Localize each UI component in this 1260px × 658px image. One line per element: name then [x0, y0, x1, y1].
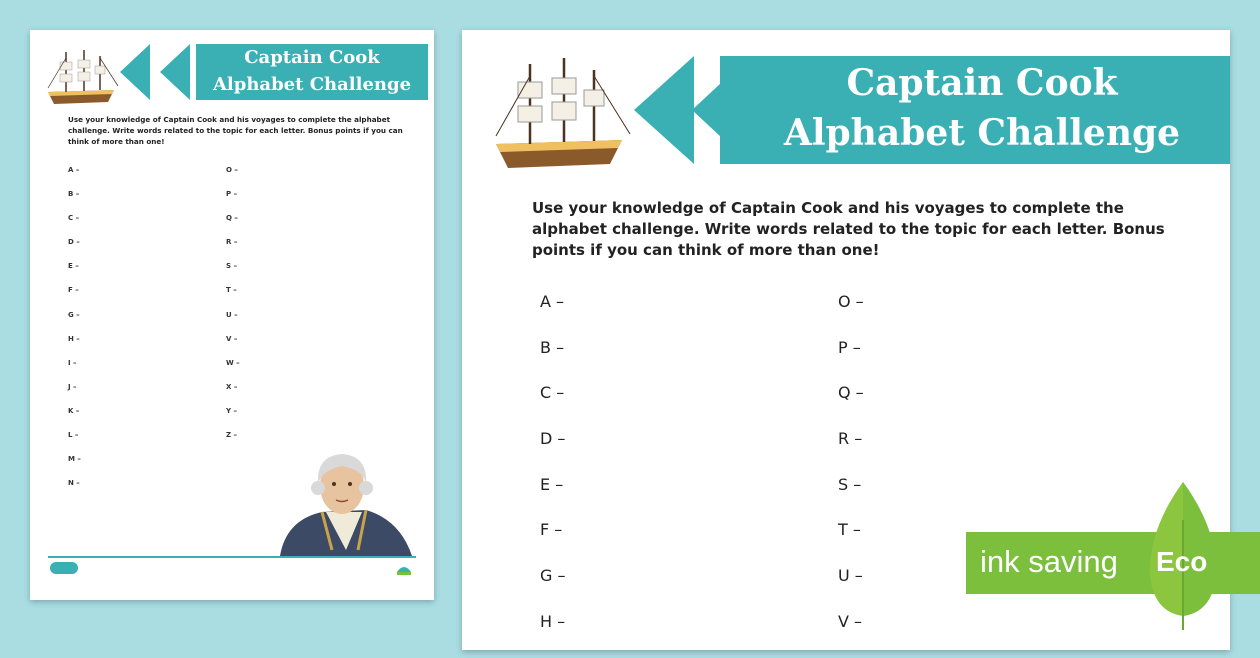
letter-line: Y –	[226, 406, 238, 415]
ship-icon	[490, 56, 632, 174]
letter-line: A –	[540, 292, 565, 311]
eco-label: Eco	[1156, 546, 1208, 577]
letter-line: F –	[540, 520, 563, 540]
portrait-icon	[276, 450, 416, 556]
brand-logo	[50, 562, 78, 574]
letter-line: O –	[838, 292, 864, 311]
letter-line: T –	[226, 286, 237, 295]
letter-line: V –	[226, 334, 238, 343]
letter-line: X –	[226, 382, 238, 391]
page-title	[752, 58, 1212, 158]
instructions: Use your knowledge of Captain Cook and his voyages to complete the alphabet challenge. Write words related to the topic for each letter. Bonus points if you can think of more than one!	[532, 199, 1165, 259]
letter-line: H –	[68, 334, 80, 343]
letter-line: K –	[68, 406, 80, 415]
letter-line: E –	[68, 262, 79, 271]
letter-line: S –	[838, 474, 862, 494]
letter-line: B –	[540, 337, 565, 357]
letter-line: F –	[68, 286, 79, 295]
banner-arrow	[120, 44, 150, 100]
letter-line: P –	[838, 337, 861, 357]
ink-saving-label: ink saving	[980, 544, 1118, 579]
letter-line: C –	[68, 214, 80, 223]
letter-line: N –	[68, 479, 80, 488]
letter-line: W –	[226, 358, 240, 367]
footer-divider	[48, 556, 416, 558]
letters-column-right	[838, 292, 864, 658]
page-title	[196, 44, 428, 100]
letter-line: B –	[68, 190, 80, 199]
letters-column-left	[68, 166, 81, 503]
letter-line: C –	[540, 383, 565, 403]
letter-line: J –	[68, 382, 77, 391]
footer-emblem-icon	[395, 560, 413, 576]
letter-line: Z –	[226, 431, 238, 440]
banner-arrow	[634, 56, 694, 164]
letter-line: Q –	[838, 383, 864, 403]
letter-line: U –	[838, 566, 863, 586]
letter-line: R –	[838, 429, 863, 449]
worksheet-thumbnail	[30, 30, 434, 600]
title-line-1: Captain Cook	[846, 62, 1118, 104]
title-line-2: Alphabet Challenge	[783, 112, 1181, 154]
letter-line: G –	[68, 310, 80, 319]
letter-line: D –	[540, 429, 566, 449]
letter-line: S –	[226, 262, 237, 271]
letter-line: R –	[226, 238, 238, 247]
title-line-2: Alphabet Challenge	[212, 74, 412, 95]
letter-line: E –	[540, 474, 564, 494]
ship-icon	[44, 48, 120, 108]
letters-column-left	[540, 292, 565, 658]
letter-line: M –	[68, 455, 81, 464]
letter-line: A –	[68, 166, 80, 174]
letter-line: T –	[838, 520, 861, 540]
title-line-1: Captain Cook	[244, 47, 380, 68]
letter-line: O –	[226, 166, 238, 174]
letter-line: D –	[68, 238, 80, 247]
letter-line: I –	[68, 358, 77, 367]
letter-line: P –	[226, 190, 238, 199]
letter-line: L –	[68, 431, 79, 440]
instructions: Use your knowledge of Captain Cook and his voyages to complete the alphabet challenge. Write words related to the topic for each letter. Bonus points if you can think of more than one!	[68, 115, 403, 146]
letter-line: H –	[540, 611, 566, 631]
letter-line: U –	[226, 310, 238, 319]
letter-line: Q –	[226, 214, 238, 223]
eco-badge	[966, 480, 1260, 630]
letters-column-right	[226, 166, 240, 455]
banner-arrow	[160, 44, 190, 100]
letter-line: V –	[838, 611, 863, 631]
letter-line: G –	[540, 566, 566, 586]
